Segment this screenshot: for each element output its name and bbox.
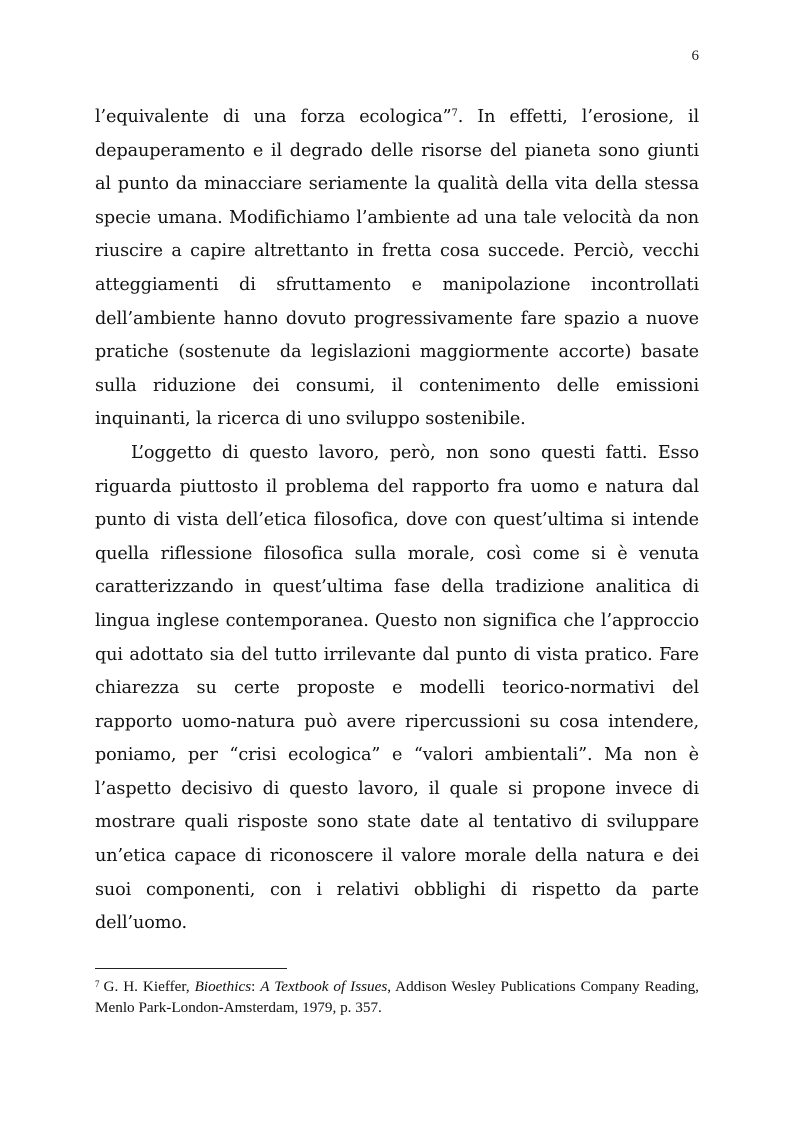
paragraph-1-text-start: l’equivalente di una forza ecologica”	[95, 107, 452, 127]
footnote-publication: , Addison Wesley Publications Company Reading, Menlo Park-London-Amsterdam, 1979, p. 357.	[95, 978, 699, 1016]
paragraph-1	[95, 101, 699, 437]
page-number: 6	[691, 48, 699, 64]
footnote-marker: 7	[95, 979, 100, 989]
footnote-separator	[95, 968, 287, 969]
footnote-title-main: Bioethics	[194, 978, 252, 995]
footnote-title-sub: A Textbook of Issues	[260, 978, 388, 995]
footnote	[95, 976, 699, 1018]
footnote-author: G. H. Kieffer,	[103, 978, 195, 995]
paragraph-1-text-end: . In effetti, l’erosione, il depauperamento e il degrado delle risorse del pianeta sono giunti al punto da minacciare seriamente la qualità della vita della stessa specie umana. Modifichiamo l’ambiente ad una tale velocità da non riuscire a capire altrettanto in fretta cosa succede. Perciò, vecchi atteggiamenti di sfruttamento e manipolazione incontrollati dell’ambiente hanno dovuto progressivamente fare spazio a nuove pratiche (sostenute da legislazioni maggiormente accorte) basate sulla riduzione dei consumi, il contenimento delle emissioni inquinanti, la ricerca di uno sviluppo sostenibile.	[95, 107, 699, 430]
body-text	[95, 101, 699, 941]
footnote-reference: 7	[451, 108, 458, 119]
footnote-title-separator: :	[251, 978, 261, 995]
paragraph-2: L’oggetto di questo lavoro, però, non sono questi fatti. Esso riguarda piuttosto il problema del rapporto fra uomo e natura dal punto di vista dell’etica filosofica, dove con quest’ultima si intende quella riflessione filosofica sulla morale, così come si è venuta caratterizzando in quest’ultima fase della tradizione analitica di lingua inglese contemporanea. Questo non significa che l’approccio qui adottato sia del tutto irrilevante dal punto di vista pratico. Fare chiarezza su certe proposte e modelli teorico-normativi del rapporto uomo-natura può avere ripercussioni su cosa intendere, poniamo, per “crisi ecologica” e “valori ambientali”. Ma non è l’aspetto decisivo di questo lavoro, il quale si propone invece di mostrare quali risposte sono state date al tentativo di sviluppare un’etica capace di riconoscere il valore morale della natura e dei suoi componenti, con i relativi obblighi di rispetto da parte dell’uomo.	[95, 442, 699, 934]
